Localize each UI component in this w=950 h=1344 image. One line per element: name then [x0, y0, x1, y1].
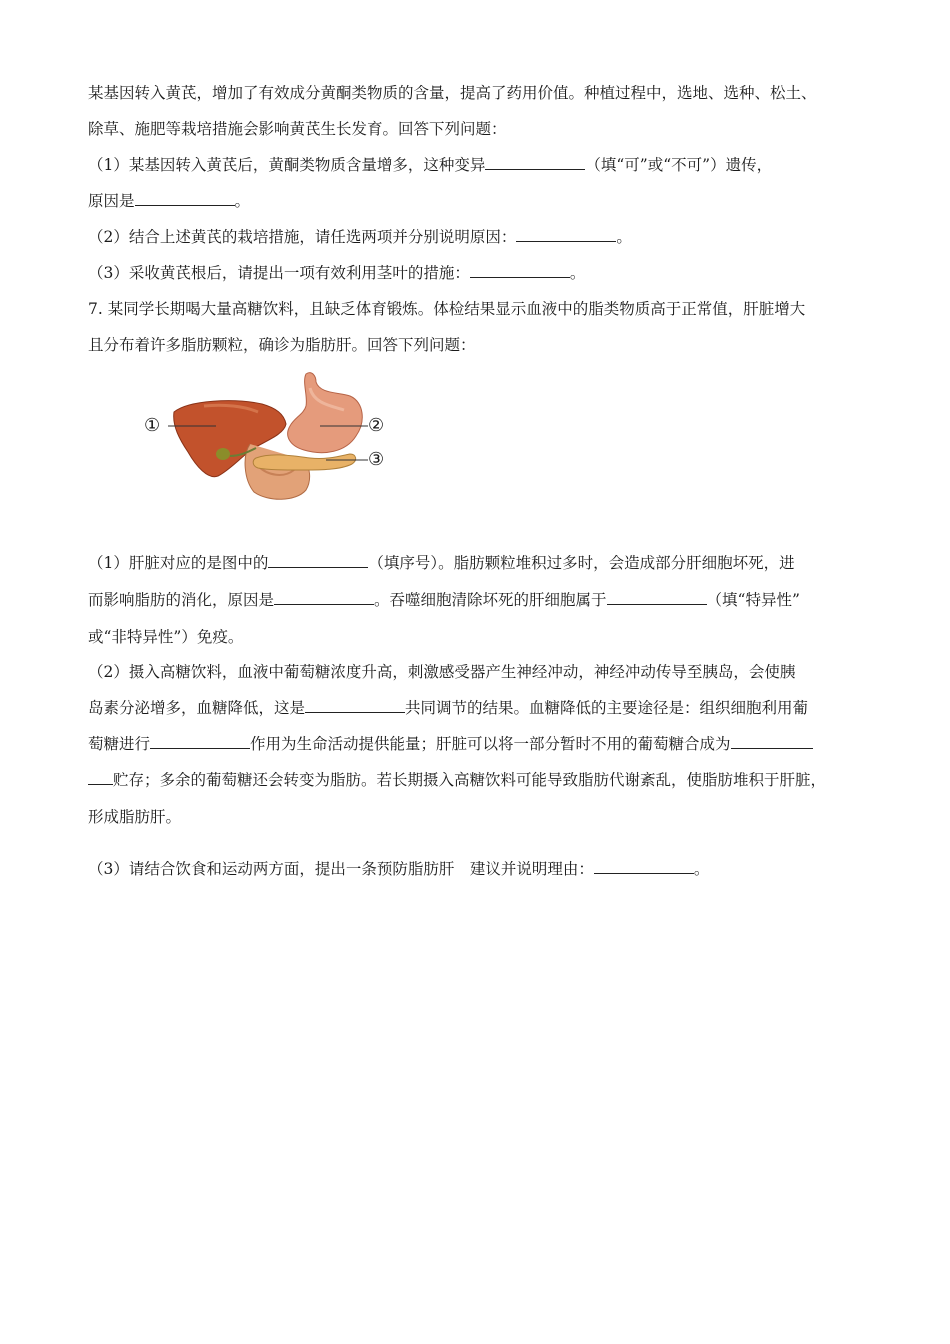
q7-part2-text-b: 岛素分泌增多，血糖降低，这是 [88, 699, 306, 717]
q6-part3-text-a: （3）采收黄芪根后，请提出一项有效利用茎叶的措施： [88, 264, 470, 282]
q6-part1-text-a: （1）某基因转入黄芪后，黄酮类物质含量增多，这种变异 [88, 156, 486, 174]
q7-part1-line3: 或“非特异性”）免疫。 [88, 628, 244, 646]
q7-part2-text-d: 萄糖进行 [88, 735, 151, 753]
q7-part2-text-e: 作用为生命活动提供能量；肝脏可以将一部分暂时不用的葡萄糖合成为 [250, 735, 731, 753]
duodenum-shape [245, 444, 310, 499]
pancreas-shape [253, 454, 355, 470]
q7-part2-line3 [88, 733, 813, 755]
q6-intro-line2: 除草、施肥等栽培措施会影响黄芪生长发育。回答下列问题： [88, 120, 507, 138]
q7-part2-blank1[interactable] [305, 698, 405, 713]
gallbladder-shape [216, 448, 230, 460]
q6-part3 [88, 262, 585, 284]
figure-label-1: ① [144, 415, 161, 436]
q7-intro-line2: 且分布着许多脂肪颗粒，确诊为脂肪肝。回答下列问题： [88, 336, 476, 354]
q7-part3-text-a: （3）请结合饮食和运动两方面，提出一条预防脂肪肝 建议并说明理由： [88, 860, 594, 878]
q7-part1-blank2[interactable] [274, 590, 374, 605]
q7-part2-line5: 形成脂肪肝。 [88, 808, 182, 826]
q7-part2-blank3-continued[interactable] [88, 770, 113, 785]
q7-part3 [88, 858, 709, 880]
organs-illustration [144, 370, 404, 510]
q7-part1-blank3[interactable] [607, 590, 707, 605]
q7-part2-line1: （2）摄入高糖饮料，血液中葡萄糖浓度升高，刺激感受器产生神经冲动，神经冲动传导至胰岛，会使胰 [88, 663, 796, 681]
q6-part1-line2 [88, 190, 250, 212]
q7-part2-line2 [88, 697, 808, 719]
q6-part1-blank1[interactable] [485, 155, 585, 170]
q7-part3-blank[interactable] [594, 859, 694, 874]
q6-part2-blank[interactable] [516, 227, 616, 242]
stomach-shape [288, 373, 363, 453]
q6-part1-text-c: 原因是 [88, 192, 135, 210]
q6-part2 [88, 226, 632, 248]
q7-part2-text-c: 共同调节的结果。血糖降低的主要途径是：组织细胞利用葡 [405, 699, 809, 717]
q7-intro-line1: 7. 某同学长期喝大量高糖饮料，且缺乏体育锻炼。体检结果显示血液中的脂类物质高于正常值，肝脏增大 [88, 300, 806, 318]
digestive-organs-figure [144, 370, 404, 510]
q7-part1-text-c: 而影响脂肪的消化，原因是 [88, 591, 275, 609]
q7-part1-line2 [88, 589, 800, 611]
q7-part2-blank3[interactable] [731, 734, 813, 749]
q7-part1-text-b: （填序号）。脂肪颗粒堆积过多时，会造成部分肝细胞坏死，进 [368, 554, 795, 572]
q7-part1-text-e: （填“特异性” [706, 591, 800, 609]
q7-part2-text-f: 贮存；多余的葡萄糖还会转变为脂肪。若长期摄入高糖饮料可能导致脂肪代谢紊乱，使脂肪堆积于肝脏， [113, 771, 827, 789]
q7-part2-blank2[interactable] [150, 734, 250, 749]
q6-intro-line1: 某基因转入黄芪，增加了有效成分黄酮类物质的含量，提高了药用价值。种植过程中，选地、选种、松土、 [88, 84, 817, 102]
q6-part2-text-a: （2）结合上述黄芪的栽培措施，请任选两项并分别说明原因： [88, 228, 517, 246]
q6-part2-text-b: 。 [616, 228, 632, 246]
figure-label-2: ② [368, 415, 385, 436]
q7-part1-blank1[interactable] [268, 553, 368, 568]
q7-part2-line4 [88, 769, 826, 791]
q7-part3-text-b: 。 [693, 860, 710, 878]
q6-part1-line1 [88, 154, 772, 176]
q6-part1-text-b: （填“可”或“不可”）遗传， [585, 156, 773, 174]
figure-label-3: ③ [368, 449, 385, 470]
q7-part1-text-d: 。吞噬细胞清除坏死的肝细胞属于 [374, 591, 607, 609]
q7-part1-text-a: （1）肝脏对应的是图中的 [88, 554, 269, 572]
q6-part1-blank2[interactable] [135, 191, 235, 206]
q6-part1-text-d: 。 [234, 192, 251, 210]
q6-part3-blank[interactable] [470, 263, 570, 278]
q6-part3-text-b: 。 [569, 264, 586, 282]
q7-part1-line1 [88, 552, 795, 574]
